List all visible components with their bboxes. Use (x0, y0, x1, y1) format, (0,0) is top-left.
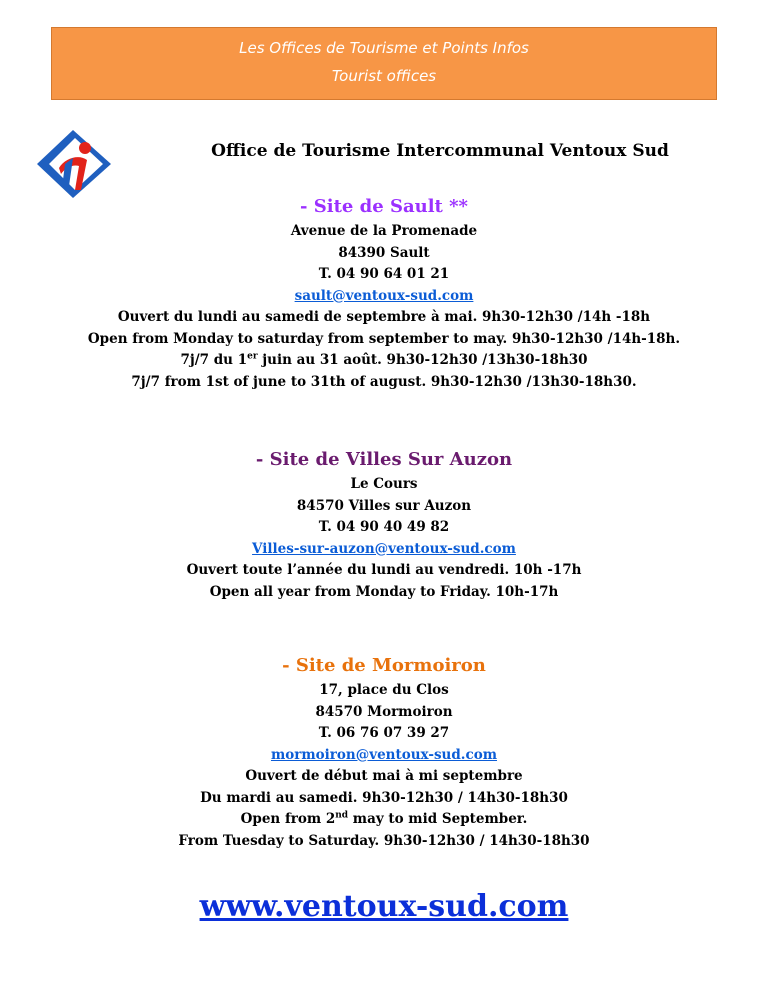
site-mormoiron-hours-en-2: From Tuesday to Saturday. 9h30-12h30 / 14h30-18h30 (178, 832, 590, 849)
tourist-office-i-logo-icon (35, 128, 113, 200)
site-mormoiron-hours-en-1: Open from 2nd may to mid September. (240, 810, 528, 827)
website-footer (0, 887, 768, 927)
site-villes-sur-auzon (0, 448, 768, 603)
site-mormoiron-title: - Site de Mormoiron (282, 655, 486, 676)
header-banner (51, 27, 717, 100)
site-villes-hours-en: Open all year from Monday to Friday. 10h-17h (209, 583, 559, 600)
site-villes-hours-fr: Ouvert toute l’année du lundi au vendredi. 10h -17h (186, 562, 582, 578)
website-link[interactable]: www.ventoux-sud.com (199, 889, 569, 924)
site-sault-hours-fr: Ouvert du lundi au samedi de septembre à mai. 9h30-12h30 /14h -18h (117, 309, 651, 325)
banner-title-fr: Les Offices de Tourisme et Points Infos (239, 39, 529, 57)
site-mormoiron-hours-fr-2: Du mardi au samedi. 9h30-12h30 / 14h30-18h30 (200, 789, 568, 806)
site-mormoiron-phone: T. 06 76 07 39 27 (318, 725, 450, 741)
site-sault-summer-en: 7j/7 from 1st of june to 31th of august. 9h30-12h30 /13h30-18h30. (131, 373, 637, 390)
site-mormoiron-hours-fr-1: Ouvert de début mai à mi septembre (245, 768, 523, 784)
banner-title-en: Tourist offices (331, 67, 437, 85)
site-sault (0, 195, 768, 393)
site-sault-summer-fr: 7j/7 du 1er juin au 31 août. 9h30-12h30 /13h30-18h30 (180, 351, 588, 368)
site-sault-phone: T. 04 90 64 01 21 (318, 266, 450, 282)
site-sault-email-link[interactable]: sault@ventoux-sud.com (294, 287, 474, 304)
page-title: Office de Tourisme Intercommunal Ventoux Sud (211, 141, 669, 161)
site-mormoiron (0, 654, 768, 852)
site-sault-hours-en: Open from Monday to saturday from september to may. 9h30-12h30 /14h-18h. (87, 330, 681, 347)
site-villes-address: Le Cours (350, 476, 418, 492)
site-mormoiron-address: 17, place du Clos (319, 682, 449, 698)
site-villes-title: - Site de Villes Sur Auzon (255, 449, 513, 470)
site-villes-city: 84570 Villes sur Auzon (296, 497, 472, 514)
site-villes-phone: T. 04 90 40 49 82 (318, 519, 450, 535)
site-villes-email-link[interactable]: Villes-sur-auzon@ventoux-sud.com (252, 540, 516, 557)
site-mormoiron-email-link[interactable]: mormoiron@ventoux-sud.com (270, 746, 498, 763)
site-sault-city: 84390 Sault (338, 244, 430, 261)
site-sault-title: - Site de Sault ** (300, 196, 468, 217)
site-sault-address: Avenue de la Promenade (290, 223, 478, 239)
site-mormoiron-city: 84570 Mormoiron (315, 703, 453, 720)
